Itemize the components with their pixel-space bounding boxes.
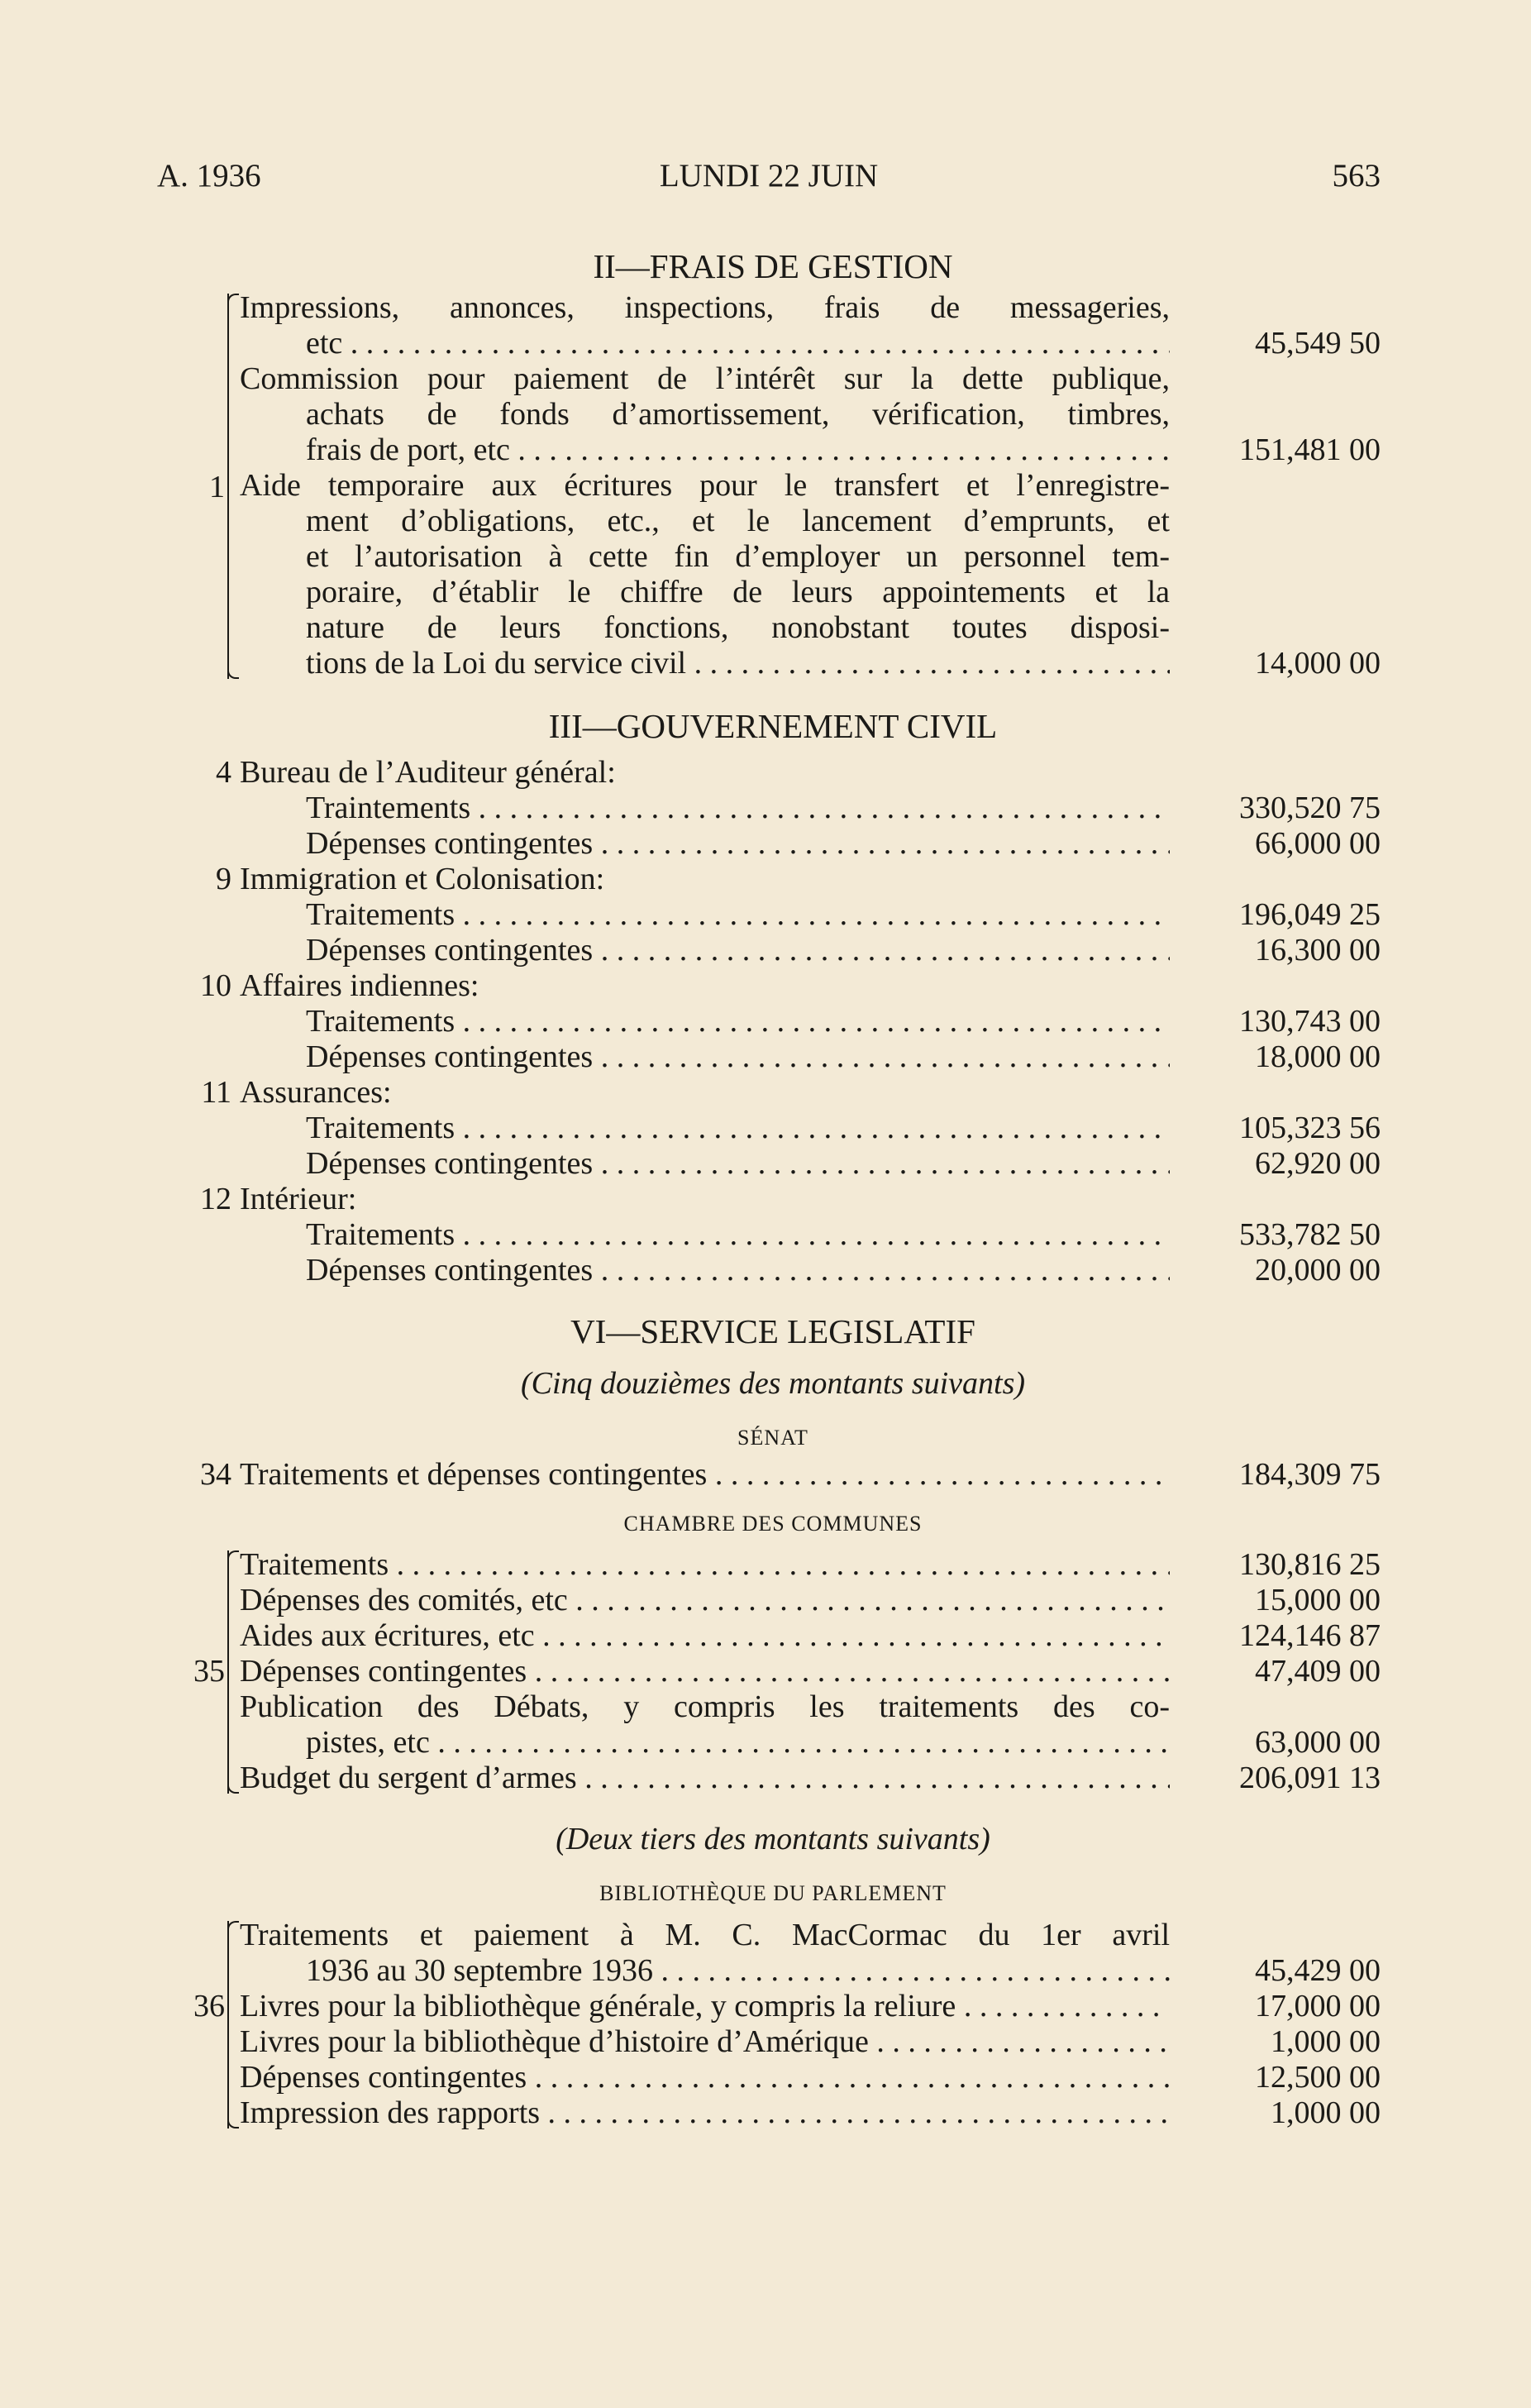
- row-label: Traitements . . .: [240, 1547, 1170, 1583]
- row-label: Traitements et paiement à M. C. MacCormac du 1er avril: [240, 1917, 1170, 1952]
- amount: 130,816 25: [1239, 1547, 1381, 1583]
- table-row: [165, 933, 1381, 968]
- item-text: Impressions, annonces, inspections, frais de messageries,: [240, 290, 1170, 326]
- table-row: [165, 2095, 1381, 2131]
- amount: 105,323 56: [1239, 1111, 1381, 1146]
- row-label: pistes, etc . . .: [306, 1725, 1170, 1761]
- list-item: [165, 504, 1381, 539]
- amount: 330,520 75: [1239, 791, 1381, 826]
- group-number: 10: [200, 968, 231, 1004]
- subsection-heading: CHAMBRE DES COMMUNES: [623, 1511, 923, 1536]
- list-item: [165, 361, 1381, 397]
- item-text: etc . . .: [306, 326, 1170, 361]
- row-label: Dépenses contingentes . . .: [306, 826, 1170, 862]
- row-label: 1936 au 30 septembre 1936 . . .: [306, 1953, 1170, 1989]
- row-label: Traitements . . .: [306, 1004, 1170, 1039]
- amount: 62,920 00: [1255, 1146, 1381, 1182]
- group-label: Assurances:: [240, 1075, 392, 1111]
- item-text: Commission pour paiement de l’intérêt sur la dette publique,: [240, 361, 1170, 397]
- list-item: [165, 397, 1381, 432]
- amount: 20,000 00: [1255, 1253, 1381, 1288]
- brace-group-1: [165, 290, 1381, 681]
- group-number: 34: [200, 1456, 231, 1492]
- amount: 184,309 75: [1239, 1456, 1381, 1492]
- page-number: 563: [1332, 158, 1381, 194]
- table-row: [165, 1618, 1381, 1654]
- table-row: [165, 1457, 1381, 1493]
- table-row: [165, 1111, 1381, 1146]
- group-label: Intérieur:: [240, 1182, 357, 1217]
- group-number: 12: [200, 1182, 231, 1217]
- brace-group-36: [165, 1918, 1381, 2131]
- amount: 14,000 00: [1255, 646, 1381, 681]
- table-row: [165, 1217, 1381, 1253]
- section-title: III—GOUVERNEMENT CIVIL: [548, 707, 998, 746]
- group-number: 9: [216, 862, 231, 897]
- amount: 196,049 25: [1239, 897, 1381, 933]
- amount: 15,000 00: [1255, 1583, 1381, 1618]
- row-label: Publication des Débats, y compris les traitements des co-: [240, 1689, 1170, 1725]
- header-year: A. 1936: [157, 158, 261, 194]
- list-item: [165, 468, 1381, 504]
- item-text: frais de port, etc . . .: [306, 432, 1170, 468]
- amount: 17,000 00: [1255, 1988, 1381, 2023]
- amount: 1,000 00: [1271, 2095, 1381, 2130]
- amount: 533,782 50: [1239, 1217, 1381, 1253]
- row-label: Dépenses contingentes . . .: [306, 1253, 1170, 1288]
- table-row: [165, 1004, 1381, 1039]
- table-row: [165, 1761, 1381, 1796]
- row-label: Traitements . . .: [306, 1111, 1170, 1146]
- list-item: [165, 575, 1381, 610]
- row-label: Impression des rapports . . .: [240, 2095, 1170, 2131]
- amount: 151,481 00: [1239, 432, 1381, 468]
- row-label: Dépenses contingentes . . .: [240, 2060, 1170, 2095]
- item-text: achats de fonds d’amortissement, vérification, timbres,: [306, 397, 1170, 432]
- list-item: [165, 646, 1381, 681]
- item-text: nature de leurs fonctions, nonobstant toutes disposi-: [306, 610, 1170, 646]
- list-item: [165, 539, 1381, 575]
- group-4: [165, 755, 1381, 862]
- group-label: Immigration et Colonisation:: [240, 862, 605, 897]
- list-item: [165, 326, 1381, 361]
- amount: 66,000 00: [1255, 826, 1381, 862]
- table-row: [165, 1583, 1381, 1618]
- group-9: [165, 862, 1381, 968]
- table-row: [165, 1689, 1381, 1725]
- group-number: 11: [201, 1075, 231, 1111]
- table-row: [165, 826, 1381, 862]
- brace-group-35: [165, 1547, 1381, 1796]
- row-label: Dépenses contingentes . . .: [306, 933, 1170, 968]
- row-label: Budget du sergent d’armes . . .: [240, 1761, 1170, 1796]
- amount: 18,000 00: [1255, 1039, 1381, 1075]
- row-label: Livres pour la bibliothèque d’histoire d’Amérique . . .: [240, 2024, 1170, 2060]
- table-row: [165, 1725, 1381, 1761]
- group-12: [165, 1182, 1381, 1288]
- table-row: [165, 1547, 1381, 1583]
- content: [165, 248, 1381, 2131]
- group-11: [165, 1075, 1381, 1182]
- amount: 206,091 13: [1239, 1761, 1381, 1796]
- table-row: [165, 2024, 1381, 2060]
- group-number: 4: [216, 755, 231, 791]
- row-label: Traitements . . .: [306, 1217, 1170, 1253]
- table-row: [165, 1039, 1381, 1075]
- group-label: Affaires indiennes:: [240, 968, 479, 1004]
- table-row: [165, 2060, 1381, 2095]
- table-row: [165, 897, 1381, 933]
- list-item: [165, 610, 1381, 646]
- table-row: [165, 1253, 1381, 1288]
- amount: 1,000 00: [1271, 2023, 1381, 2059]
- section-title: II—FRAIS DE GESTION: [593, 247, 953, 285]
- running-head: [157, 157, 1381, 198]
- header-date: LUNDI 22 JUIN: [659, 158, 879, 194]
- item-text: Aide temporaire aux écritures pour le transfert et l’enregistre-: [240, 468, 1170, 504]
- amount: 47,409 00: [1255, 1654, 1381, 1689]
- row-label: Dépenses contingentes . . .: [306, 1039, 1170, 1075]
- item-text: poraire, d’établir le chiffre de leurs appointements et la: [306, 575, 1170, 610]
- group-number: 36: [193, 1988, 225, 2023]
- amount: 45,549 50: [1255, 326, 1381, 361]
- section-note: (Deux tiers des montants suivants): [556, 1822, 990, 1857]
- amount: 63,000 00: [1255, 1725, 1381, 1761]
- row-label: Livres pour la bibliothèque générale, y compris la reliure . . .: [240, 1989, 1170, 2024]
- section-note: (Cinq douzièmes des montants suivants): [520, 1366, 1026, 1402]
- amount: 12,500 00: [1255, 2059, 1381, 2095]
- table-row: [165, 791, 1381, 826]
- item-text: ment d’obligations, etc., et le lancement d’emprunts, et: [306, 504, 1170, 539]
- row-label: Traitements . . .: [306, 897, 1170, 933]
- item-text: et l’autorisation à cette fin d’employer un personnel tem-: [306, 539, 1170, 575]
- group-label: Bureau de l’Auditeur général:: [240, 755, 616, 791]
- amount: 130,743 00: [1239, 1004, 1381, 1039]
- subsection-heading: SÉNAT: [737, 1426, 808, 1450]
- list-item: [165, 290, 1381, 326]
- section-title: VI—SERVICE LEGISLATIF: [570, 1312, 975, 1351]
- group-10: [165, 968, 1381, 1075]
- row-label: Dépenses contingentes . . .: [240, 1654, 1170, 1689]
- row-label: Traintements . . .: [306, 791, 1170, 826]
- item-text: tions de la Loi du service civil . . .: [306, 646, 1170, 681]
- subsection-heading: BIBLIOTHÈQUE DU PARLEMENT: [599, 1881, 947, 1906]
- table-row: [165, 1953, 1381, 1989]
- group-number: 35: [193, 1654, 225, 1689]
- group-number: 1: [209, 470, 225, 505]
- list-item: [165, 432, 1381, 468]
- table-row: [165, 1146, 1381, 1182]
- table-row: [165, 1989, 1381, 2024]
- table-row: [165, 1918, 1381, 1953]
- row-label: Dépenses des comités, etc . . .: [240, 1583, 1170, 1618]
- amount: 16,300 00: [1255, 933, 1381, 968]
- row-label: Dépenses contingentes . . .: [306, 1146, 1170, 1182]
- row-label: Traitements et dépenses contingentes . . .: [240, 1457, 1170, 1493]
- row-label: Aides aux écritures, etc . . .: [240, 1618, 1170, 1654]
- amount: 124,146 87: [1239, 1618, 1381, 1654]
- table-row: [165, 1654, 1381, 1689]
- amount: 45,429 00: [1255, 1952, 1381, 1988]
